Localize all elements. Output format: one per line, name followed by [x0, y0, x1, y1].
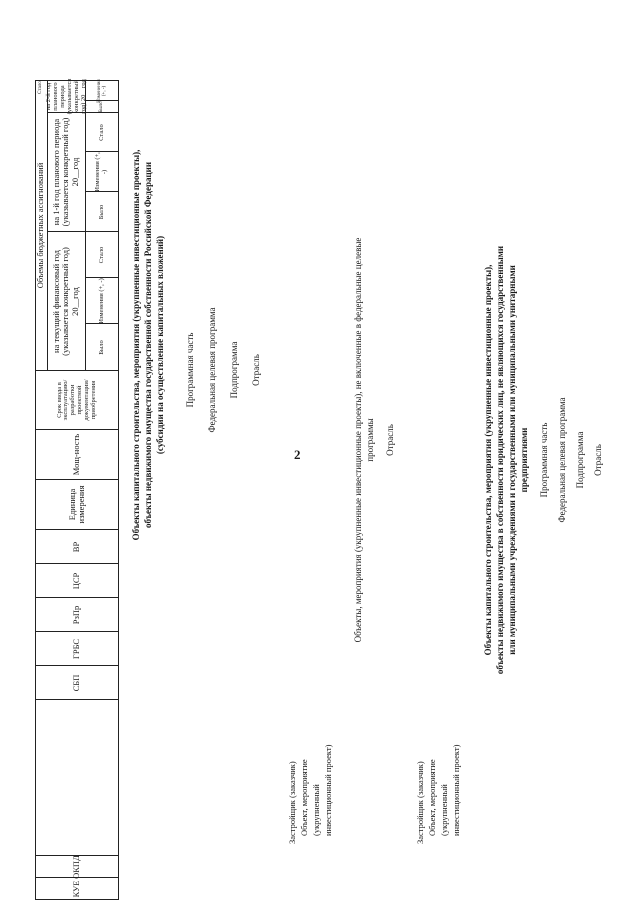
sub-change-first: Изменения (+, -) — [94, 152, 108, 192]
section3-fcp: Федеральная целевая программа — [557, 397, 567, 523]
rotated-form-sheet — [35, 80, 625, 900]
section1-title-line2: объекты недвижимого имущества государственной собственности Российской Федерации — [143, 161, 153, 529]
sub-was-second: Было — [99, 101, 105, 113]
section2-invest-project: инвестиционный проект) — [451, 744, 461, 836]
sub-was-current: Было — [97, 340, 105, 355]
section1-branch: Отрасль — [251, 354, 261, 386]
section2-title-line1: Объекты, мероприятия (укрупненные инвестиционные проекты), не включенные в федеральные целевые — [353, 237, 363, 643]
section3-title-line2: объекты недвижимого имущества в собственности юридических лиц, не являющихся государственными — [495, 245, 505, 675]
col-unit: Единица измерения — [66, 485, 86, 524]
period-first: на 1-й год планового периода (указывается конкретный год) 20__год — [50, 117, 80, 227]
sub-became-first: Стало — [97, 124, 105, 141]
section1-developer: Застройщик (заказчик) — [287, 761, 297, 844]
sub-change-second: Изменения (+, -) — [96, 79, 107, 103]
col-rzpr: РзПр — [71, 605, 82, 625]
col-power: Мощ-ность — [71, 433, 82, 476]
section1-program: Программная часть — [185, 332, 195, 408]
col-sbp: СБП — [71, 674, 82, 692]
col-vr: ВР — [71, 541, 82, 553]
section3-title-line3: или муниципальными учреждениями и государственными или муниципальными унитарными — [507, 265, 517, 655]
page-number: 2 — [294, 447, 301, 462]
budget-group-heading: Объемы бюджетных ассигнований — [35, 162, 46, 289]
col-kue: КУЕ — [71, 880, 82, 898]
section1-fcp: Федеральная целевая программа — [207, 307, 217, 433]
col-csr: ЦСР — [71, 572, 82, 590]
section3-title-line4: предприятиями — [519, 427, 529, 493]
col-grbs: ГРБС — [71, 638, 82, 660]
section2-title-line2: программы — [365, 418, 375, 462]
sub-was-first: Было — [97, 204, 105, 220]
col-okpd: ОКПД — [71, 855, 82, 879]
section3-subprogram: Подпрограмма — [575, 431, 585, 489]
section1-title-line3: (субсидии на осуществление капитальных вложений) — [155, 235, 165, 455]
sub-became-second: Стало — [38, 81, 44, 94]
section2-branch: Отрасль — [385, 424, 395, 456]
section1-invest-project: инвестиционный проект) — [323, 744, 333, 836]
section3-program: Программная часть — [539, 422, 549, 498]
sub-became-current: Стало — [97, 246, 105, 264]
section1-title-line1: Объекты капитального строительства, мероприятия (укрупненные инвестиционные проекты), — [131, 149, 141, 541]
period-current: на текущий финансовый год (указывается конкретный год) 20__год — [50, 247, 80, 356]
section3-title-line1: Объекты капитального строительства, мероприятия (укрупненные инвестиционные проекты), — [483, 264, 493, 656]
section3-branch: Отрасль — [593, 444, 603, 476]
period-second: на 2-й год планового периода (указывается конкретный год) 20__год — [44, 78, 88, 115]
section1-object: Объект, мероприятие — [299, 759, 309, 836]
section1-enlarged: (укрупненный — [311, 784, 321, 836]
sub-change-current: Изменения (+, -) — [97, 278, 105, 324]
section1-subprogram: Подпрограмма — [229, 341, 239, 399]
section2-developer: Застройщик (заказчик) — [415, 761, 425, 844]
section2-enlarged: (укрупненный — [439, 784, 449, 836]
col-term: Срок ввода в эксплуатацию/ разработки проектной документации/ приобретения — [55, 379, 97, 421]
section2-object: Объект, мероприятие — [427, 759, 437, 836]
